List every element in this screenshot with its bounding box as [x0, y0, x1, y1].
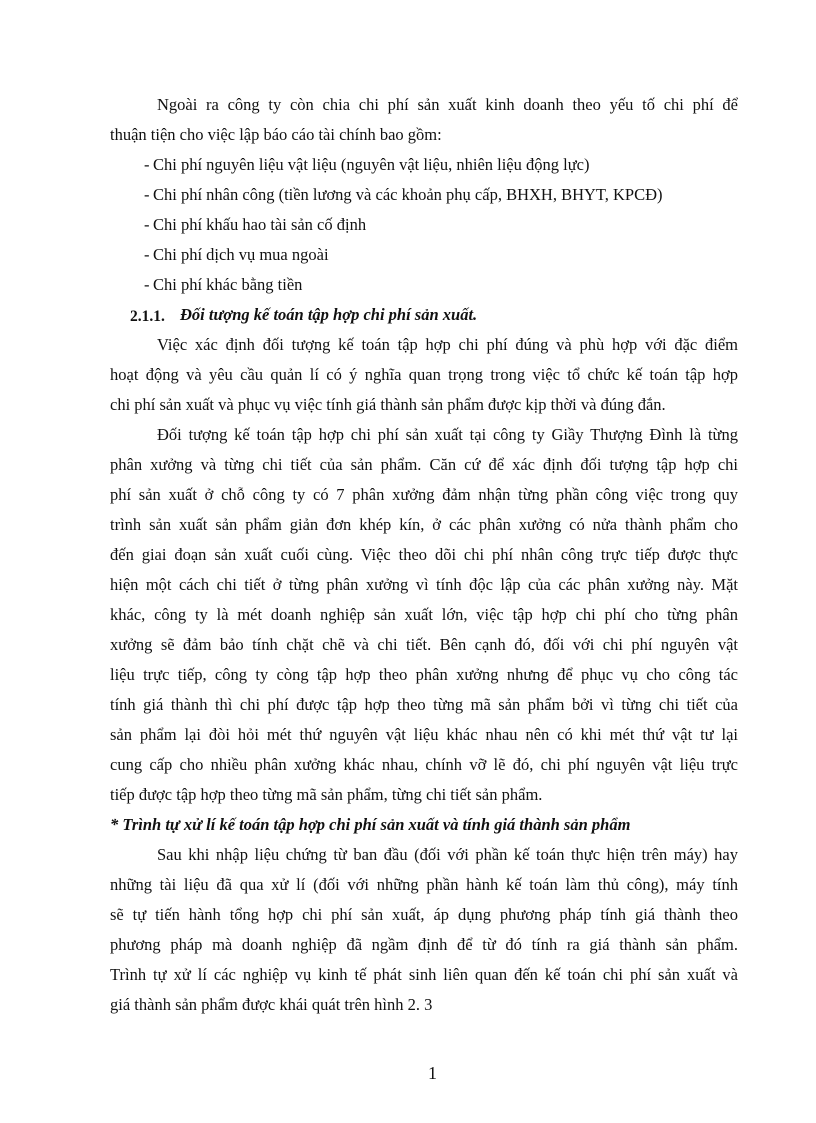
bullet-item	[144, 185, 663, 205]
para2-line: phân xưởng và từng chi tiết của sản phẩm. Căn cứ để xác định đối tượng tập hợp chi	[110, 455, 738, 474]
para3-line: sẽ tự tiến hành tổng hợp chi phí sản xuất, áp dụng phương pháp tính giá thành theo	[110, 905, 738, 924]
bullet-text: Chi phí dịch vụ mua ngoài	[153, 245, 329, 264]
intro-line-2: thuận tiện cho việc lập báo cáo tài chính bao gồm:	[110, 125, 442, 144]
bullet-text: Chi phí khác bằng tiền	[153, 275, 303, 294]
bullet-marker: -	[144, 275, 150, 294]
para2-line: liệu trực tiếp, công ty còng tập hợp theo phân xưởng nhưng để phục vụ cho công tác	[110, 665, 738, 684]
para1-line: Việc xác định đối tượng kế toán tập hợp chi phí đúng và phù hợp với đặc điểm	[157, 335, 738, 354]
bullet-item	[144, 245, 329, 265]
intro-line-1: Ngoài ra công ty còn chia chi phí sản xuất kinh doanh theo yếu tố chi phí để	[157, 95, 738, 114]
para3-line: Sau khi nhập liệu chứng từ ban đầu (đối với phần kế toán thực hiện trên máy) hay	[157, 845, 738, 864]
para2-line: hiện một cách chi tiết ở từng phân xưởng vì tính độc lập của các phân xưởng này. Mặt	[110, 575, 738, 594]
bullet-marker: -	[144, 245, 150, 264]
para2-line: Đối tượng kế toán tập hợp chi phí sản xuất tại công ty Giầy Thượng Đình là từng	[157, 425, 738, 444]
subheading: * Trình tự xử lí kế toán tập hợp chi phí sản xuất và tính giá thành sản phẩm	[110, 815, 631, 834]
para2-line: đến giai đoạn sản xuất cuối cùng. Việc theo dõi chi phí nhân công trực tiếp được thực	[110, 545, 738, 564]
para2-line: cung cấp cho nhiều phân xưởng khác nhau, chính vỡ lẽ đó, chi phí nguyên vật liệu trực	[110, 755, 738, 774]
para3-line: phương pháp mà doanh nghiệp đã ngầm định để từ đó tính ra giá thành sản phẩm.	[110, 935, 738, 954]
bullet-marker: -	[144, 185, 150, 204]
para2-line: xưởng sẽ đảm bảo tính chặt chẽ và chi tiết. Bên cạnh đó, đối với chi phí nguyên vật	[110, 635, 738, 654]
para1-line: hoạt động và yêu cầu quản lí có ý nghĩa quan trọng trong việc tổ chức kế toán tập hợp	[110, 365, 738, 384]
page-number: 1	[428, 1063, 437, 1083]
bullet-marker: -	[144, 155, 150, 174]
bullet-item	[144, 155, 589, 175]
para2-line: tính giá thành thì chi phí được tập hợp theo từng mã sản phẩm bởi vì từng chi tiết của	[110, 695, 738, 714]
bullet-marker: -	[144, 215, 150, 234]
para1-line: chi phí sản xuất và phục vụ việc tính giá thành sản phẩm được kịp thời và đúng đắn.	[110, 395, 666, 414]
bullet-item	[144, 215, 366, 235]
para3-line: Trình tự xử lí các nghiệp vụ kinh tế phát sinh liên quan đến kế toán chi phí sản xuất và	[110, 965, 738, 984]
para2-line: phí sản xuất ở chỗ công ty có 7 phân xưởng đảm nhận từng phần công việc trong quy	[110, 485, 738, 504]
bullet-item	[144, 275, 302, 295]
para2-line: tiếp được tập hợp theo từng mã sản phẩm, từng chi tiết sản phẩm.	[110, 785, 543, 804]
para3-line: những tài liệu đã qua xử lí (đối với những phần hành kế toán làm thủ công), máy tính	[110, 875, 738, 894]
para3-line: giá thành sản phẩm được khái quát trên hình 2. 3	[110, 995, 433, 1014]
bullet-text: Chi phí khấu hao tài sản cố định	[153, 215, 367, 234]
para2-line: khác, công ty là mét doanh nghiệp sản xuất lớn, việc tập hợp chi phí cho từng phân	[110, 605, 738, 624]
section-number: 2.1.1.	[130, 308, 165, 325]
para2-line: trình sản xuất sản phẩm giản đơn khép kín, ở các phân xưởng có nửa thành phẩm cho	[110, 515, 738, 534]
para2-line: sản phẩm lại đòi hỏi mét thứ nguyên vật liệu khác nhau nên có khi mét thứ vật tư lại	[110, 725, 738, 744]
bullet-text: Chi phí nguyên liệu vật liệu (nguyên vật liệu, nhiên liệu động lực)	[153, 155, 590, 174]
section-title: Đối tượng kế toán tập hợp chi phí sản xuất.	[180, 305, 478, 324]
bullet-text: Chi phí nhân công (tiền lương và các khoản phụ cấp, BHXH, BHYT, KPCĐ)	[153, 185, 663, 204]
